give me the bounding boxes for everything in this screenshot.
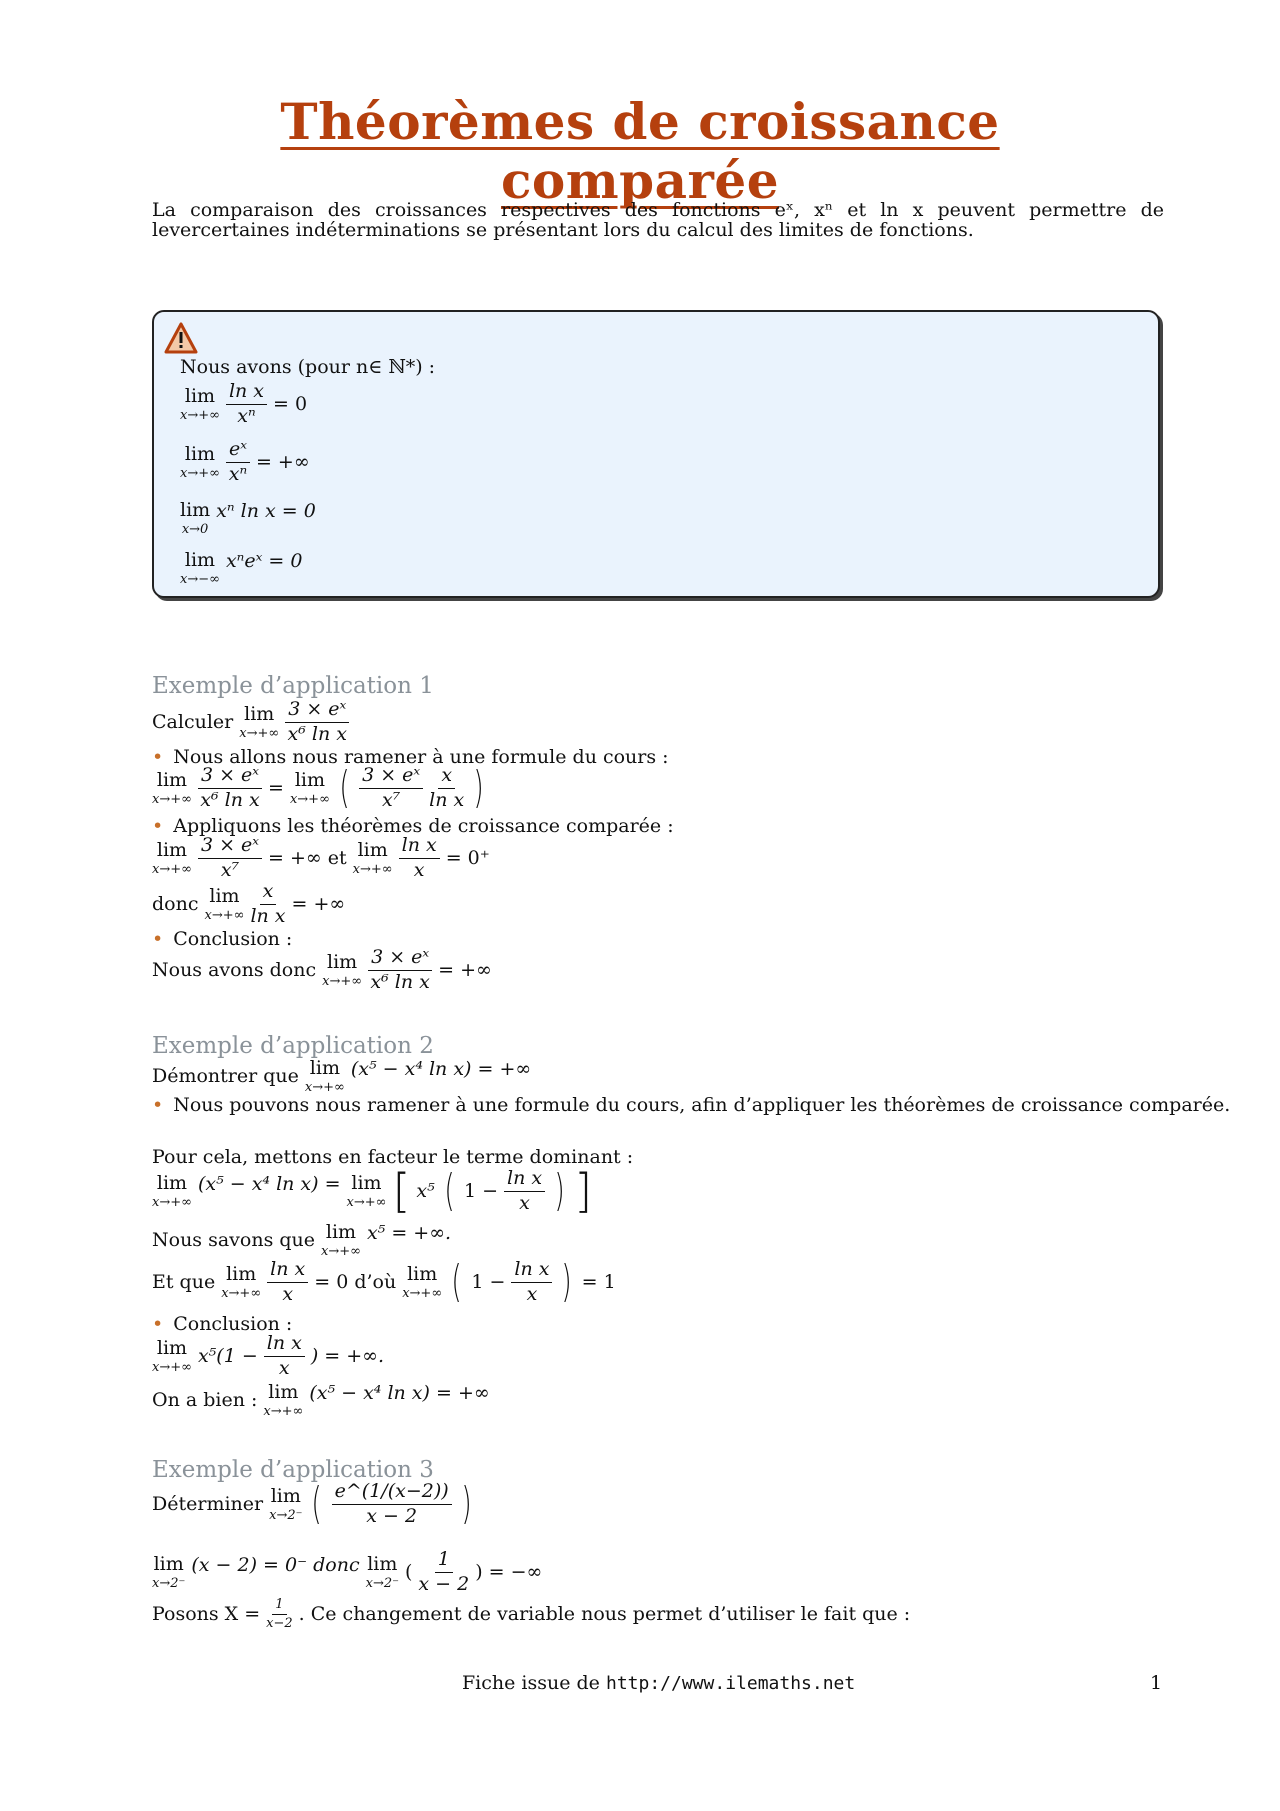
ex1-bullet-1: • Nous allons nous ramener à une formule du cours : — [152, 746, 669, 768]
intro-paragraph: La comparaison des croissances respectives des fonctions eˣ, xⁿ et ln x peuvent permettre de levercertaines indéterminations se présentant lors du calcul des limites de fonctions. — [152, 199, 1164, 241]
limit-2: lim x→+∞ $\frac{\text{eˣ}}{\text{xⁿ}}$ = +∞ — [180, 438, 310, 485]
limit-3: lim x→0 xⁿ ln x = 0 — [180, 498, 316, 537]
limit-4: lim x→−∞ xⁿeˣ = 0 — [180, 548, 303, 587]
limit-1: lim x→+∞ $\frac{\text{ln x}}{\text{xⁿ}}$ = 0 — [180, 380, 308, 427]
ex2-demo: Démontrer que lim x→+∞ (x⁵ − x⁴ ln x) = +∞ — [152, 1056, 532, 1095]
example-1-title: Exemple d’application 1 — [152, 673, 434, 699]
ex2-final: On a bien : lim x→+∞ (x⁵ − x⁴ ln x) = +∞ — [152, 1380, 490, 1419]
footer-url[interactable]: http://www.ilemaths.net — [605, 1673, 856, 1694]
page-title: Théorèmes de croissance comparée — [280, 92, 1000, 210]
ex2-etque: Et que lim x→+∞ $\frac{\text{ln x}}{x}$ = 0 d’où lim x→+∞ ( 1 − $\frac{\text{ln x}}{x}$ ) = 1 — [152, 1256, 616, 1308]
ex1-rewrite: lim x→+∞ $\frac{\text{3 × eˣ}}{\text{x⁶ ln x}}$ = lim x→+∞ ( $\frac{\text{3 × eˣ}}{\text{x⁷}}$ $\frac{x}{\text{ln x}}$ ) — [152, 762, 484, 814]
ex2-conclusion: lim x→+∞ x⁵(1 − $\frac{\text{ln x}}{x}$ ) = +∞. — [152, 1332, 385, 1379]
ex2-bullet-2: • Conclusion : — [152, 1313, 293, 1335]
page-number: 1 — [1150, 1672, 1163, 1694]
theorem-box — [152, 310, 1160, 598]
ex1-calc: Calculer lim x→+∞ $\frac{\text{3 × eˣ}}{\text{x⁶ ln x}}$ — [152, 700, 349, 745]
ex3-line2: lim x→2⁻ (x − 2) = 0⁻ donc lim x→2⁻ ( $\frac{1}{x - 2}$ ) = −∞ — [152, 1548, 543, 1595]
ex3-det: Déterminer lim x→2⁻ ( $\frac{e\^{}(1/(x-2))}{x - 2}$ ) — [152, 1478, 472, 1530]
ex2-savons: Nous savons que lim x→+∞ x⁵ = +∞. — [152, 1220, 452, 1259]
warning-icon — [164, 322, 198, 359]
ex2-pour-cela: Pour cela, mettons en facteur le terme dominant : — [152, 1146, 634, 1168]
ex1-donc: donc lim x→+∞ $\frac{x}{\text{ln x}}$ = +∞ — [152, 880, 346, 927]
ex1-bullet-3: • Conclusion : — [152, 928, 293, 950]
ex1-conclusion: Nous avons donc lim x→+∞ $\frac{\text{3 × eˣ}}{\text{x⁶ ln x}}$ = +∞ — [152, 946, 492, 993]
ex1-bullet-2: • Appliquons les théorèmes de croissance comparée : — [152, 815, 674, 837]
ex2-bullet-1: • Nous pouvons nous ramener à une formule du cours, afin d’appliquer les théorèmes de croissance comparée. — [152, 1094, 1231, 1116]
example-3-title: Exemple d’application 3 — [152, 1457, 434, 1483]
ex2-factor: lim x→+∞ (x⁵ − x⁴ ln x) = lim x→+∞ [ x⁵ ( 1 − $\frac{\text{ln x}}{x}$ ) ] — [152, 1164, 593, 1218]
ex1-apply: lim x→+∞ $\frac{\text{3 × eˣ}}{\text{x⁷}}$ = +∞ et lim x→+∞ $\frac{\text{ln x}}{x}$ = 0⁺ — [152, 834, 490, 881]
example-2-title: Exemple d’application 2 — [152, 1033, 434, 1059]
box-intro: Nous avons (pour n∈ ℕ*) : — [180, 356, 436, 378]
footer-source: Fiche issue de http://www.ilemaths.net — [462, 1672, 856, 1694]
ex3-posons: Posons X = $\frac{1}{x-2}$ . Ce changement de variable nous permet d’utiliser le fait que : — [152, 1597, 911, 1631]
